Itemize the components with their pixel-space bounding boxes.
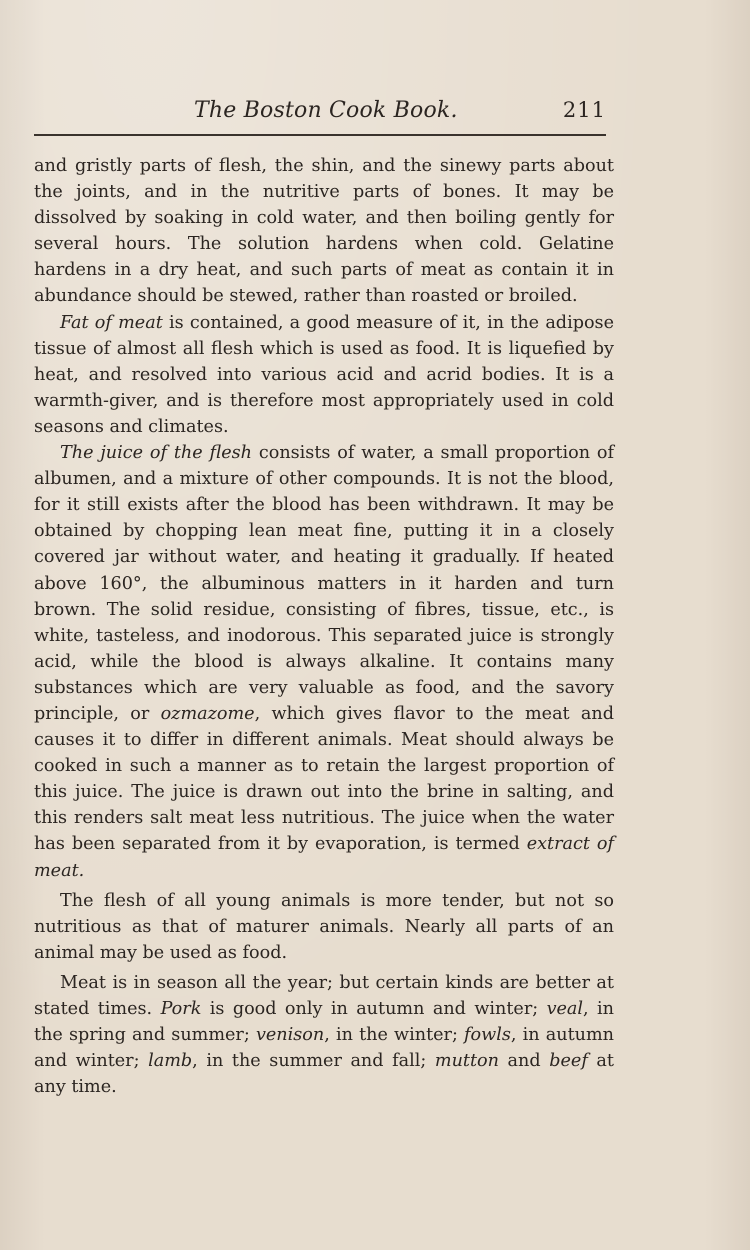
text-run: , in the winter; <box>324 1025 465 1046</box>
italic-term: The juice of the flesh <box>60 443 253 464</box>
paragraph-young-animals <box>34 888 614 966</box>
italic-term: veal <box>546 999 584 1019</box>
text-run: The flesh of all young animals is more tender, but not so nutritious as that of maturer animals. Nearly all parts of an animal may be used as food. <box>34 890 614 963</box>
italic-term: extract of meat. <box>34 834 614 881</box>
page-number: 211 <box>562 98 606 122</box>
italic-term: fowls <box>464 1025 511 1046</box>
italic-term: ozmazome <box>160 703 255 724</box>
text-run: is contained, a good measure of it, in the adipose tissue of almost all flesh which is used as food. It is liquefied by heat, and resolved into various acid and acrid bodies. It is a warmth-giver, and is therefore most appropriately used in cold seasons and climates. <box>34 312 614 437</box>
text-run: at any time. <box>34 1051 614 1098</box>
header-rule <box>34 134 606 136</box>
paragraph-gelatine <box>34 153 614 310</box>
italic-term: beef <box>549 1051 588 1072</box>
body-text <box>34 153 614 1100</box>
text-run: is good only in autumn and winter; <box>201 999 547 1019</box>
text-run: , in the summer and fall; <box>192 1051 435 1072</box>
italic-term: Fat of meat <box>60 312 163 333</box>
paragraph-meat-season <box>34 970 614 1100</box>
paragraph-fat-of-meat <box>34 310 614 440</box>
italic-term: venison <box>255 1025 325 1046</box>
text-run: and <box>498 1051 550 1072</box>
running-head <box>34 98 606 126</box>
text-run: Meat is in season all the year; but certain kinds are better at stated times. <box>34 972 614 1019</box>
italic-term: lamb <box>148 1051 193 1072</box>
italic-term: Pork <box>160 999 202 1019</box>
text-run: and gristly parts of flesh, the shin, and the sinewy parts about the joints, and in the nutritive parts of bones. It may be dissolved by soaking in cold water, and then boiling gently for several hours. The solution hardens when cold. Gelatine hardens in a dry heat, and such parts of meat as contain it in abundance should be stewed, rather than roasted or broiled. <box>34 156 614 307</box>
italic-term: mutton <box>434 1051 499 1072</box>
text-run: consists of water, a small proportion of albumen, and a mixture of other compounds. It is not the blood, for it still exists after the blood has been withdrawn. It may be obtained by chopping lean meat fine, putting it in a closely covered jar without water, and heating it gradually. If heated above 160°, the albuminous matters in it harden and turn brown. The solid residue, consisting of fibres, tissue, etc., is white, tasteless, and inodorous. This separated juice is strongly acid, while the blood is always alkaline. It contains many substances which are very valuable as food, and the savory principle, or <box>34 443 614 724</box>
text-run: , in autumn and winter; <box>34 1025 614 1072</box>
text-run: , in the spring and summer; <box>34 999 614 1046</box>
paragraph-juice-of-flesh <box>34 440 614 884</box>
book-title: The Boston Cook Book. <box>194 98 458 123</box>
text-run: , which gives flavor to the meat and causes it to differ in different animals. Meat should always be cooked in such a manner as to retain the largest proportion of this juice. The juice is drawn out into the brine in salting, and this renders salt meat less nutritious. The juice when the water has been separated from it by evaporation, is termed <box>34 703 614 855</box>
